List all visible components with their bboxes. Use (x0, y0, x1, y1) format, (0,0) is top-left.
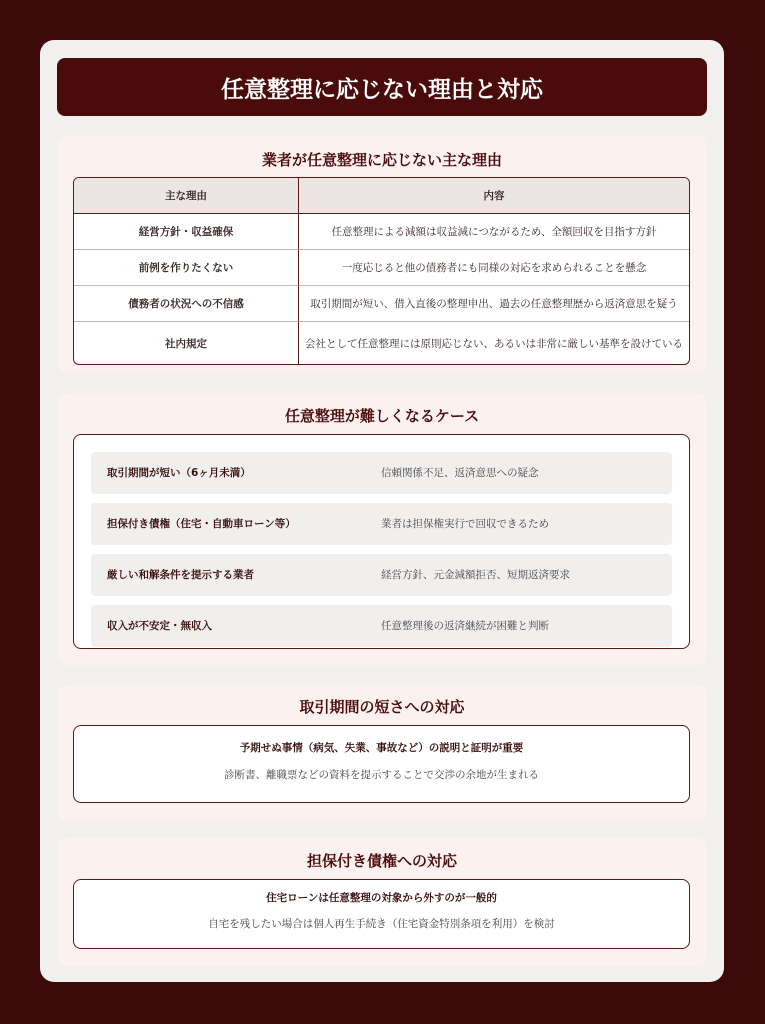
table-row (74, 214, 689, 250)
case-detail: 経営方針、元金減額拒否、短期返済要求 (381, 569, 570, 581)
cases-heading: 任意整理が難しくなるケース (284, 407, 480, 425)
reason-cell: 経営方針・収益確保 (74, 214, 299, 250)
table-row (74, 322, 689, 364)
detail-cell: 一度応じると他の債務者にも同様の対応を求められることを懸念 (299, 250, 689, 286)
reason-cell: 前例を作りたくない (74, 250, 299, 286)
column-header-detail: 内容 (299, 178, 689, 214)
table-row (74, 286, 689, 322)
short-period-point: 予期せぬ事情（病気、失業、事故など）の説明と証明が重要 (239, 742, 524, 754)
case-item (91, 452, 672, 494)
page-title: 任意整理に応じない理由と対応 (57, 58, 707, 116)
content-card (40, 40, 724, 982)
column-header-reason: 主な理由 (74, 178, 299, 214)
case-detail: 任意整理後の返済継続が困難と判断 (381, 620, 549, 632)
cases-box (73, 434, 690, 649)
case-item (91, 554, 672, 596)
secured-box (73, 879, 690, 949)
reason-cell: 社内規定 (74, 322, 299, 364)
case-detail: 業者は担保権実行で回収できるため (381, 518, 549, 530)
short-period-note: 診断書、離職票などの資料を提示することで交渉の余地が生まれる (224, 769, 539, 781)
short-period-section (57, 685, 707, 821)
table-header-row (74, 178, 689, 214)
case-label: 担保付き債権（住宅・自動車ローン等） (107, 518, 296, 530)
detail-cell: 会社として任意整理には原則応じない、あるいは非常に厳しい基準を設けている (305, 337, 683, 350)
reason-cell: 債務者の状況への不信感 (74, 286, 299, 322)
case-label: 収入が不安定・無収入 (107, 620, 212, 632)
secured-note: 自宅を残したい場合は個人再生手続き（住宅資金特別条項を利用）を検討 (208, 918, 555, 930)
detail-cell: 任意整理による減額は収益減につながるため、全額回収を目指す方針 (299, 214, 689, 250)
short-period-heading: 取引期間の短さへの対応 (299, 698, 465, 716)
secured-point: 住宅ローンは任意整理の対象から外すのが一般的 (266, 892, 497, 904)
cases-section (57, 393, 707, 665)
reasons-heading: 業者が任意整理に応じない主な理由 (261, 151, 502, 169)
case-label: 厳しい和解条件を提示する業者 (107, 569, 254, 581)
table-row (74, 250, 689, 286)
case-item (91, 503, 672, 545)
case-detail: 信頼関係不足、返済意思への疑念 (381, 467, 539, 479)
case-label: 取引期間が短い（6ヶ月未満） (107, 467, 251, 479)
case-item (91, 605, 672, 647)
reasons-section (57, 136, 707, 372)
detail-cell: 取引期間が短い、借入直後の整理申出、過去の任意整理歴から返済意思を疑う (299, 286, 689, 322)
secured-heading: 担保付き債権への対応 (306, 852, 457, 870)
secured-section (57, 838, 707, 966)
short-period-box (73, 725, 690, 803)
reasons-table (73, 177, 690, 365)
